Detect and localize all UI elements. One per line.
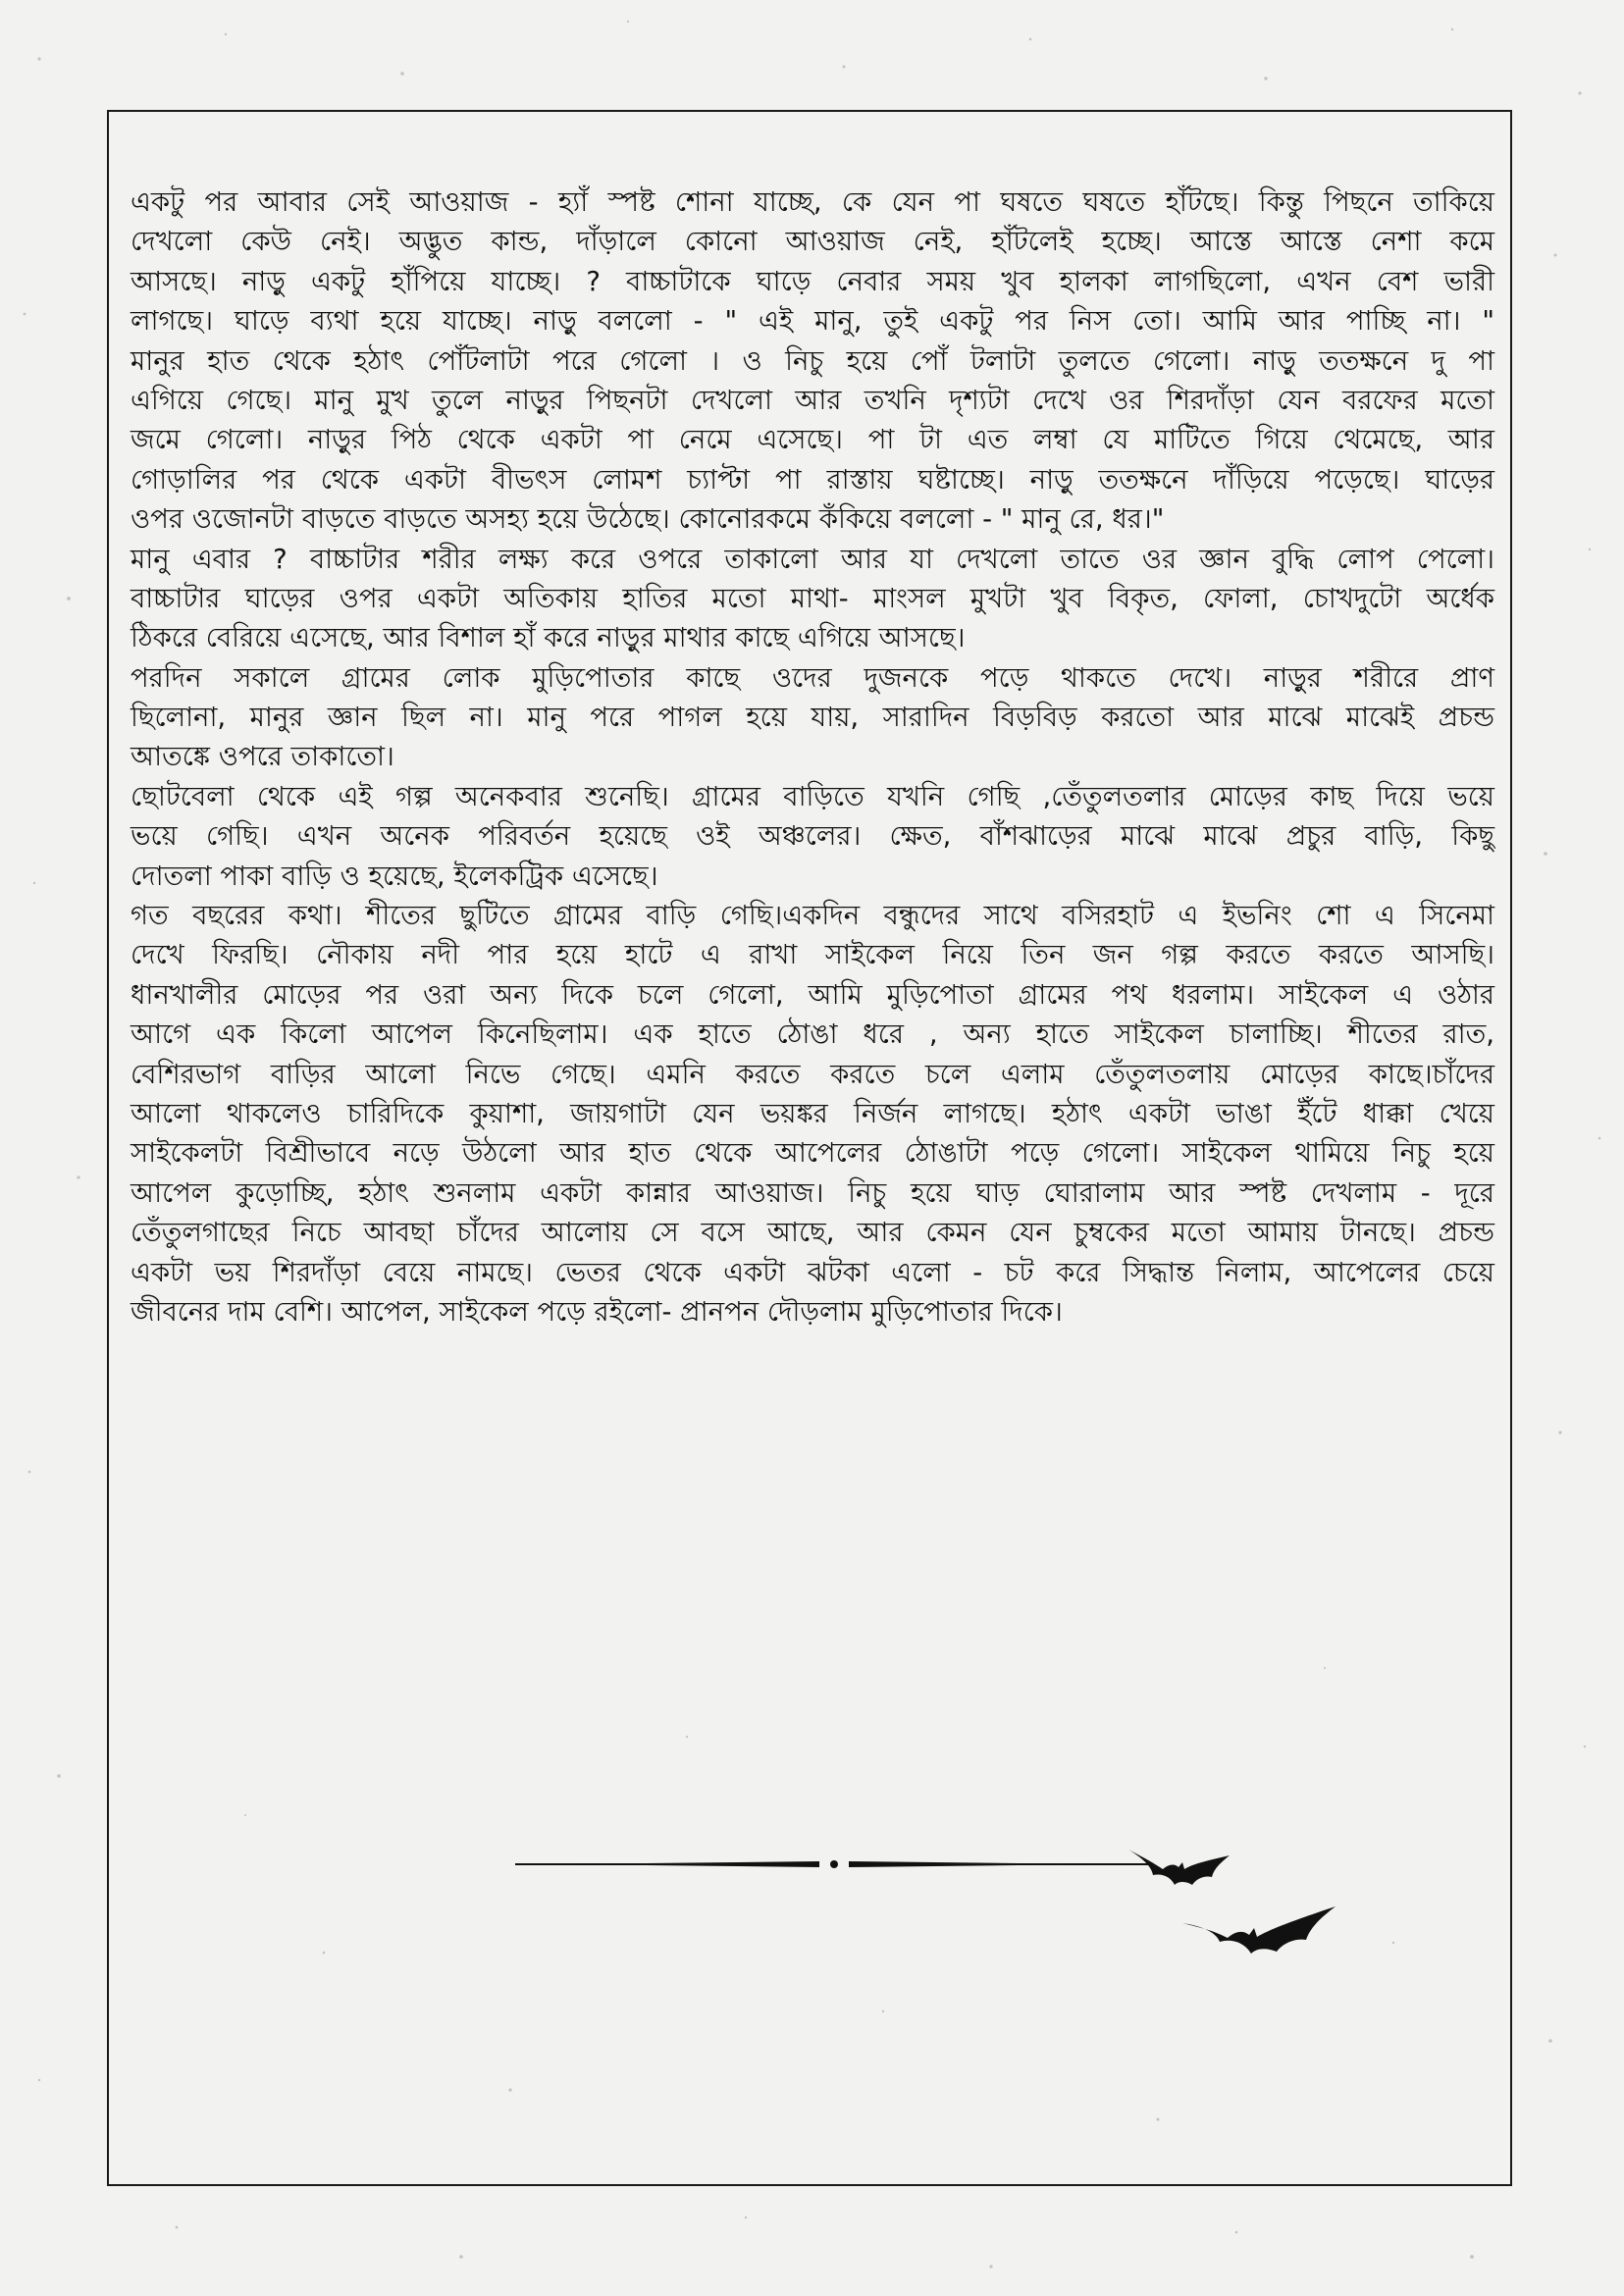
text-line: আপেল কুড়োচ্ছি, হঠাৎ শুনলাম একটা কান্নার আওয়াজ। নিচু হয়ে ঘাড় ঘোরালাম আর স্পষ্ট দেখলাম - দূরে	[131, 1176, 1494, 1209]
bat-icon	[1128, 1850, 1230, 1885]
section-divider	[505, 1845, 1163, 1880]
text-line: মানু এবার ? বাচ্চাটার শরীর লক্ষ্য করে ওপরে তাকালো আর যা দেখলো তাতে ওর জ্ঞান বুদ্ধি লোপ পেলো।	[131, 543, 1494, 575]
bat-icon	[1182, 1906, 1336, 1954]
text-line: এগিয়ে গেছে। মানু মুখ তুলে নাড়ুর পিছনটা দেখলো আর তখনি দৃশ্যটা দেখে ওর শিরদাঁড়া যেন বরফের মতো	[131, 384, 1494, 416]
text-line: সাইকেলটা বিশ্রীভাবে নড়ে উঠলো আর হাত থেকে আপেলের ঠোঙাটা পড়ে গেলো। সাইকেল থামিয়ে নিচু হয়ে	[131, 1137, 1494, 1170]
text-line: একটা ভয় শিরদাঁড়া বেয়ে নামছে। ভেতর থেকে একটা ঝটকা এলো - চট করে সিদ্ধান্ত নিলাম, আপেলের চেয়ে	[131, 1256, 1494, 1288]
text-line: ছোটবেলা থেকে এই গল্প অনেকবার শুনেছি। গ্রামের বাড়িতে যখনি গেছি ,তেঁতুলতলার মোড়ের কাছ দিয়ে ভয়ে	[131, 780, 1494, 812]
text-line: গত বছরের কথা। শীতের ছুটিতে গ্রামের বাড়ি গেছি।একদিন বন্ধুদের সাথে বসিরহাট এ ইভনিং শো এ সিনেমা	[131, 900, 1494, 932]
text-line: দোতলা পাকা বাড়ি ও হয়েছে, ইলেকট্রিক এসেছে।	[131, 860, 658, 892]
text-line: আলো থাকলেও চারিদিকে কুয়াশা, জায়গাটা যেন ভয়ঙ্কর নির্জন লাগছে। হঠাৎ একটা ভাঙা ইঁটে ধাক্কা খেয়ে	[131, 1097, 1494, 1129]
text-line: জমে গেলো। নাড়ুর পিঠ থেকে একটা পা নেমে এসেছে। পা টা এত লম্বা যে মাটিতে গিয়ে থেমেছে, আর	[131, 424, 1494, 456]
bats-illustration	[1114, 1820, 1349, 1992]
text-line: মানুর হাত থেকে হঠাৎ পোঁটলাটা পরে গেলো । ও নিচু হয়ে পোঁ টলাটা তুলতে গেলো। নাড়ু ততক্ষনে দু পা	[131, 344, 1494, 377]
text-line: তেঁতুলগাছের নিচে আবছা চাঁদের আলোয় সে বসে আছে, আর কেমন যেন চুম্বকের মতো আমায় টানছে। প্রচন্ড	[131, 1217, 1494, 1249]
text-line: লাগছে। ঘাড়ে ব্যথা হয়ে যাচ্ছে। নাড়ু বললো - " এই মানু, তুই একটু পর নিস তো। আমি আর পাচ্ছি না। "	[131, 305, 1494, 338]
text-line: বেশিরভাগ বাড়ির আলো নিভে গেছে। এমনি করতে করতে চলে এলাম তেঁতুলতলায় মোড়ের কাছে।চাঁদের	[131, 1058, 1494, 1090]
text-line: পরদিন সকালে গ্রামের লোক মুড়িপোতার কাছে ওদের দুজনকে পড়ে থাকতে দেখে। নাড়ুর শরীরে প্রাণ	[131, 661, 1494, 694]
text-line: ছিলোনা, মানুর জ্ঞান ছিল না। মানু পরে পাগল হয়ে যায়, সারাদিন বিড়বিড় করতো আর মাঝে মাঝেই প্রচন্ড	[131, 702, 1494, 734]
story-text	[131, 183, 1494, 1331]
text-line: আগে এক কিলো আপেল কিনেছিলাম। এক হাতে ঠোঙা ধরে , অন্য হাতে সাইকেল চালাচ্ছি। শীতের রাত,	[131, 1018, 1494, 1051]
text-line: ওপর ওজোনটা বাড়তে বাড়তে অসহ্য হয়ে উঠেছে। কোনোরকমে কঁকিয়ে বললো - " মানু রে, ধর।"	[131, 503, 1165, 536]
text-line: আতঙ্কে ওপরে তাকাতো।	[131, 741, 394, 773]
text-line: আসছে। নাড়ু একটু হাঁপিয়ে যাচ্ছে। ? বাচ্চাটাকে ঘাড়ে নেবার সময় খুব হালকা লাগছিলো, এখন বেশ ভারী	[131, 265, 1494, 297]
text-line: ধানখালীর মোড়ের পর ওরা অন্য দিকে চলে গেলো, আমি মুড়িপোতা গ্রামের পথ ধরলাম। সাইকেল এ ওঠার	[131, 978, 1494, 1011]
text-line: একটু পর আবার সেই আওয়াজ - হ্যাঁ স্পষ্ট শোনা যাচ্ছে, কে যেন পা ঘষতে ঘষতে হাঁটছে। কিন্তু পিছনে তাকিয়ে	[131, 186, 1494, 218]
text-line: দেখে ফিরছি। নৌকায় নদী পার হয়ে হাটে এ রাখা সাইকেল নিয়ে তিন জন গল্প করতে করতে আসছি।	[131, 939, 1494, 971]
text-line: ঠিকরে বেরিয়ে এসেছে, আর বিশাল হাঁ করে নাড়ুর মাথার কাছে এগিয়ে আসছে।	[131, 622, 966, 654]
text-line: গোড়ালির পর থেকে একটা বীভৎস লোমশ চ্যাপ্টা পা রাস্তায় ঘষ্টাচ্ছে। নাড়ু ততক্ষনে দাঁড়িয়ে পড়েছে। ঘাড়ের	[131, 463, 1494, 496]
text-line: দেখলো কেউ নেই। অদ্ভুত কান্ড, দাঁড়ালে কোনো আওয়াজ নেই, হাঁটলেই হচ্ছে। আস্তে আস্তে নেশা কমে	[131, 226, 1494, 258]
text-line: জীবনের দাম বেশি। আপেল, সাইকেল পড়ে রইলো- প্রানপন দৌড়লাম মুড়িপোতার দিকে।	[131, 1295, 1063, 1328]
text-line: বাচ্চাটার ঘাড়ের ওপর একটা অতিকায় হাতির মতো মাথা- মাংসল মুখটা খুব বিকৃত, ফোলা, চোখদুটো অর্ধেক	[131, 582, 1494, 614]
text-line: ভয়ে গেছি। এখন অনেক পরিবর্তন হয়েছে ওই অঞ্চলের। ক্ষেত, বাঁশঝাড়ের মাঝে মাঝে প্রচুর বাড়ি, কিছু	[131, 820, 1494, 853]
